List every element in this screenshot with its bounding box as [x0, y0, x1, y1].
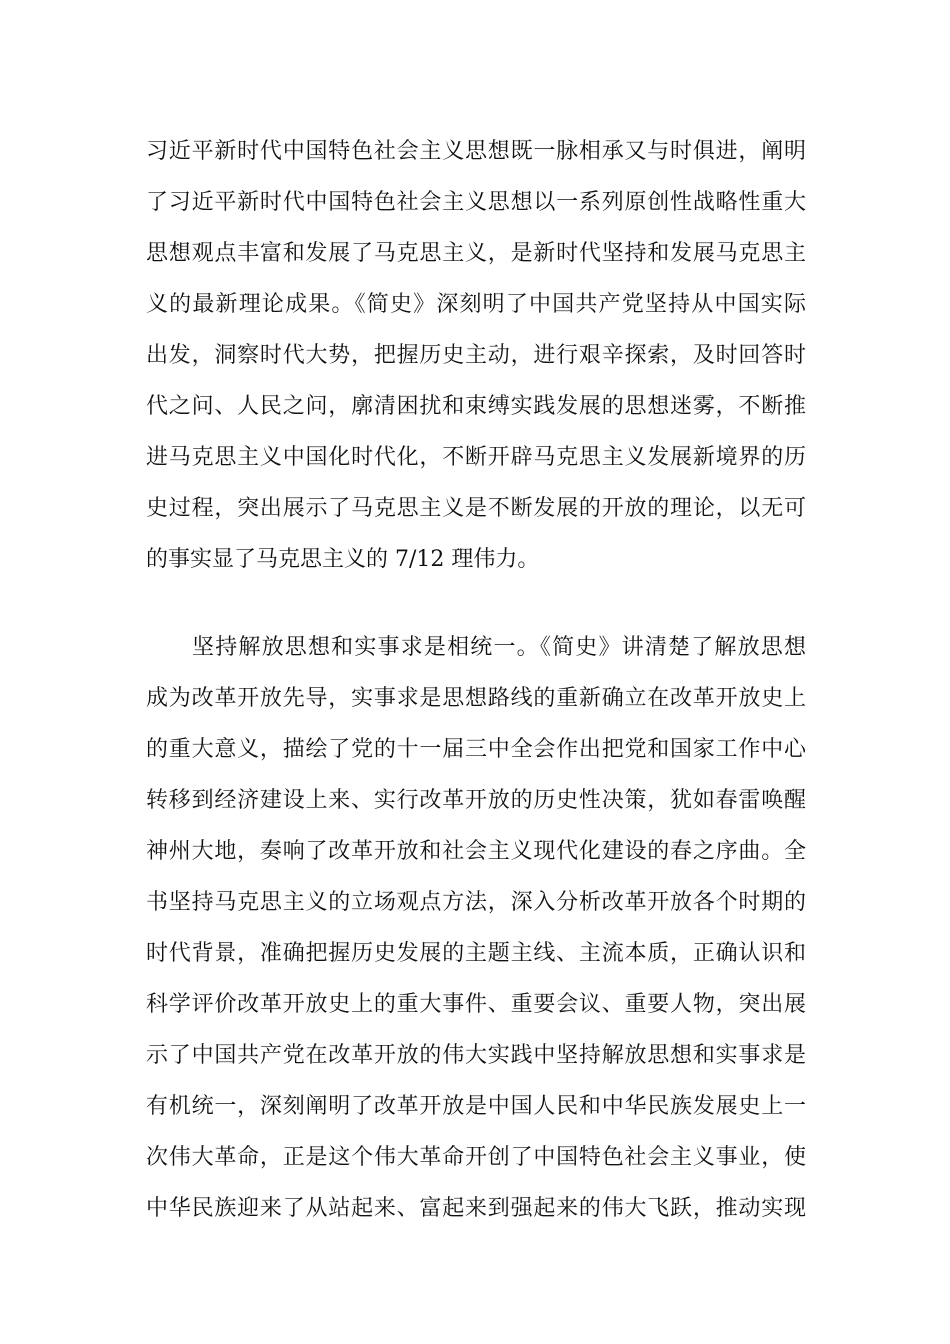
- paragraph-1: [146, 126, 806, 585]
- paragraph-2: [146, 622, 806, 1234]
- text-line: 的重大意义，描绘了党的十一届三中全会作出把党和国家工作中心: [146, 737, 806, 762]
- text-line: 的事实显了马克思主义的 7/12 理伟力。: [146, 547, 540, 572]
- text-line: 有机统一，深刻阐明了改革开放是中国人民和中华民族发展史上一: [146, 1094, 806, 1119]
- text-line: 史过程，突出展示了马克思主义是不断发展的开放的理论，以无可: [146, 496, 806, 521]
- text-line: 坚持解放思想和实事求是相统一。《简史》讲清楚了解放思想: [192, 635, 806, 660]
- text-line: 书坚持马克思主义的立场观点方法，深入分析改革开放各个时期的: [146, 890, 806, 915]
- text-line: 神州大地，奏响了改革开放和社会主义现代化建设的春之序曲。全: [146, 839, 806, 864]
- text-line: 科学评价改革开放史上的重大事件、重要会议、重要人物，突出展: [146, 992, 806, 1017]
- text-line: 出发，洞察时代大势，把握历史主动，进行艰辛探索，及时回答时: [146, 343, 806, 368]
- text-line: 时代背景，准确把握历史发展的主题主线、主流本质，正确认识和: [146, 941, 806, 966]
- text-line: 思想观点丰富和发展了马克思主义，是新时代坚持和发展马克思主: [146, 241, 806, 266]
- text-line: 转移到经济建设上来、实行改革开放的历史性决策，犹如春雷唤醒: [146, 788, 806, 813]
- text-line: 示了中国共产党在改革开放的伟大实践中坚持解放思想和实事求是: [146, 1043, 806, 1068]
- text-line: 进马克思主义中国化时代化，不断开辟马克思主义发展新境界的历: [146, 445, 806, 470]
- text-line: 义的最新理论成果。《简史》深刻明了中国共产党坚持从中国实际: [146, 292, 806, 317]
- text-line: 代之问、人民之问，廓清困扰和束缚实践发展的思想迷雾，不断推: [146, 394, 806, 419]
- text-line: 次伟大革命，正是这个伟大革命开创了中国特色社会主义事业，使: [146, 1145, 806, 1170]
- text-line: 了习近平新时代中国特色社会主义思想以一系列原创性战略性重大: [146, 190, 806, 215]
- text-line: 中华民族迎来了从站起来、富起来到强起来的伟大飞跃，推动实现: [146, 1196, 806, 1221]
- text-line: 成为改革开放先导，实事求是思想路线的重新确立在改革开放史上: [146, 686, 806, 711]
- text-line: 习近平新时代中国特色社会主义思想既一脉相承又与时俱进，阐明: [146, 139, 806, 164]
